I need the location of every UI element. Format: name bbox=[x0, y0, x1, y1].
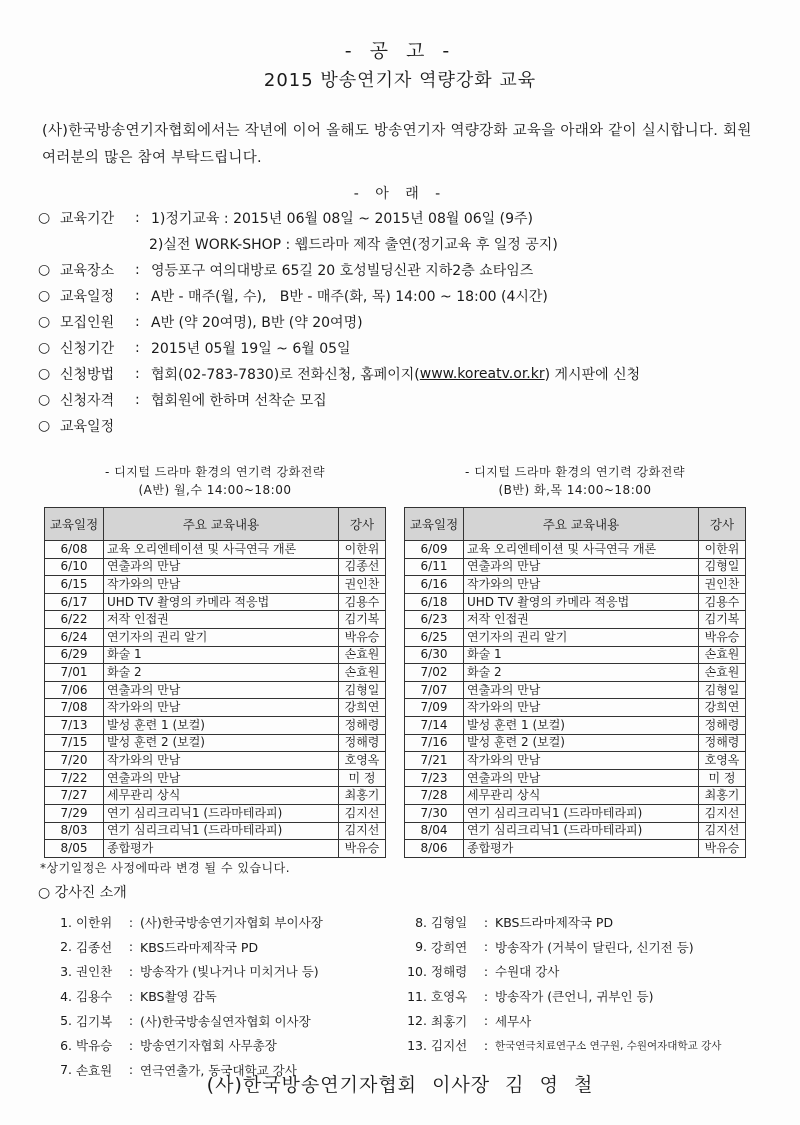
cell-content: 연출과의 만남 bbox=[464, 681, 699, 699]
table-row bbox=[45, 734, 386, 752]
detail-separator: : bbox=[135, 392, 140, 408]
homepage-link[interactable]: www.koreatv.or.kr bbox=[419, 366, 545, 382]
cell-content: UHD TV 촬영의 카메라 적응법 bbox=[104, 593, 339, 611]
cell-instructor: 박유승 bbox=[339, 628, 386, 646]
instructor-separator: : bbox=[128, 939, 134, 955]
cell-instructor: 호영옥 bbox=[699, 752, 746, 770]
detail-label: 교육일정 bbox=[60, 419, 115, 435]
cell-date: 7/20 bbox=[45, 752, 104, 770]
cell-content: 연출과의 만남 bbox=[104, 769, 339, 787]
instructor-number: 1. bbox=[60, 914, 72, 930]
detail-value: ) 게시판에 신청 bbox=[544, 367, 641, 383]
signature-line: (사)한국방송연기자협회 이사장 김 영 철 bbox=[206, 1074, 594, 1096]
table-row bbox=[405, 840, 746, 858]
cell-content: 화술 1 bbox=[104, 646, 339, 664]
instructor-separator: : bbox=[128, 914, 134, 930]
cell-date: 7/08 bbox=[45, 699, 104, 717]
cell-date: 6/11 bbox=[405, 558, 464, 576]
cell-date: 6/25 bbox=[405, 628, 464, 646]
table-caption-line: - 디지털 드라마 환경의 연기력 강화전략 bbox=[105, 465, 325, 479]
intro-paragraph: (사)한국방송연기자협회에서는 작년에 이어 올해도 방송연기자 역량강화 교육을 아래와 같이 실시합니다. 회원 여러분의 많은 참여 부탁드립니다. bbox=[42, 123, 752, 166]
circle-bullet-icon: ○ bbox=[38, 885, 51, 901]
table-row bbox=[405, 716, 746, 734]
cell-date: 6/10 bbox=[45, 558, 104, 576]
cell-instructor: 김종선 bbox=[339, 558, 386, 576]
cell-date: 7/09 bbox=[405, 699, 464, 717]
cell-date: 7/14 bbox=[405, 716, 464, 734]
schedule-table-b bbox=[404, 463, 746, 858]
instructor-item bbox=[405, 910, 721, 935]
cell-content: 연기 심리크리닉1 (드라마테라피) bbox=[104, 804, 339, 822]
instructor-desc: 방송작가 (빛나거나 미치거나 등) bbox=[140, 964, 319, 980]
cell-instructor: 강희연 bbox=[699, 699, 746, 717]
instructor-desc: 한국연극치료연구소 연구원, 수원여자대학교 강사 bbox=[495, 1039, 722, 1052]
cell-instructor: 정해령 bbox=[339, 734, 386, 752]
cell-instructor: 호영옥 bbox=[339, 752, 386, 770]
instructor-number: 7. bbox=[60, 1062, 72, 1078]
instructor-number: 3. bbox=[60, 963, 72, 979]
instructor-name: 박유승 bbox=[76, 1038, 113, 1054]
detail-separator: : bbox=[135, 210, 140, 226]
cell-instructor: 권인찬 bbox=[699, 576, 746, 594]
detail-separator: : bbox=[135, 314, 140, 330]
instructor-number: 12. bbox=[407, 1013, 427, 1029]
cell-instructor: 김형일 bbox=[699, 558, 746, 576]
cell-instructor: 김지선 bbox=[699, 804, 746, 822]
instructor-separator: : bbox=[128, 963, 134, 979]
table-row bbox=[405, 822, 746, 840]
column-header-date: 교육일정 bbox=[405, 508, 464, 541]
detail-apply-method bbox=[38, 361, 778, 387]
instructor-item bbox=[50, 959, 323, 984]
cell-date: 6/17 bbox=[45, 593, 104, 611]
cell-content: 발성 훈련 1 (보컬) bbox=[104, 716, 339, 734]
instructor-number: 6. bbox=[60, 1037, 72, 1053]
cell-content: 종합평가 bbox=[104, 840, 339, 858]
circle-bullet-icon: ○ bbox=[38, 366, 51, 382]
table-row bbox=[45, 804, 386, 822]
instructor-separator: : bbox=[128, 988, 134, 1004]
cell-instructor: 김기복 bbox=[699, 611, 746, 629]
detail-separator: : bbox=[135, 366, 140, 382]
cell-date: 6/24 bbox=[45, 628, 104, 646]
instructor-number: 5. bbox=[60, 1013, 72, 1029]
instructor-number: 9. bbox=[415, 939, 427, 955]
cell-content: 화술 2 bbox=[464, 664, 699, 682]
table-row bbox=[405, 646, 746, 664]
cell-date: 8/05 bbox=[45, 840, 104, 858]
instructor-desc: KBS촬영 감독 bbox=[140, 989, 217, 1005]
instructor-desc: 방송연기자협회 사무총장 bbox=[140, 1038, 277, 1054]
instructor-number: 8. bbox=[415, 914, 427, 930]
table-row bbox=[45, 752, 386, 770]
detail-value: 2015년 05월 19일 ~ 6월 05일 bbox=[151, 341, 351, 357]
detail-label: 신청기간 bbox=[60, 341, 115, 357]
instructors-heading-text: 강사진 소개 bbox=[54, 885, 127, 901]
table-row bbox=[405, 576, 746, 594]
cell-instructor: 최홍기 bbox=[339, 787, 386, 805]
cell-date: 7/27 bbox=[45, 787, 104, 805]
circle-bullet-icon: ○ bbox=[38, 210, 51, 226]
instructor-item bbox=[50, 1033, 323, 1058]
cell-date: 7/16 bbox=[405, 734, 464, 752]
cell-instructor: 박유승 bbox=[339, 840, 386, 858]
cell-content: 화술 2 bbox=[104, 664, 339, 682]
circle-bullet-icon: ○ bbox=[38, 418, 51, 434]
detail-place bbox=[38, 257, 778, 283]
cell-content: 작가와의 만남 bbox=[464, 699, 699, 717]
instructor-separator: : bbox=[483, 1013, 489, 1029]
instructor-name: 강희연 bbox=[431, 939, 468, 955]
circle-bullet-icon: ○ bbox=[38, 262, 51, 278]
cell-content: 교육 오리엔테이션 및 사극연극 개론 bbox=[104, 541, 339, 559]
cell-date: 7/15 bbox=[45, 734, 104, 752]
cell-date: 7/02 bbox=[405, 664, 464, 682]
instructor-separator: : bbox=[128, 1037, 134, 1053]
detail-label: 신청방법 bbox=[60, 367, 115, 383]
cell-content: 화술 1 bbox=[464, 646, 699, 664]
cell-instructor: 김지선 bbox=[339, 822, 386, 840]
cell-instructor: 미 정 bbox=[339, 769, 386, 787]
table-body bbox=[45, 541, 386, 858]
instructor-name: 권인찬 bbox=[76, 964, 113, 980]
detail-label: 모집인원 bbox=[60, 315, 115, 331]
cell-content: 종합평가 bbox=[464, 840, 699, 858]
cell-content: 작가와의 만남 bbox=[464, 752, 699, 770]
column-header-instructor: 강사 bbox=[699, 508, 746, 541]
cell-instructor: 김용수 bbox=[339, 593, 386, 611]
cell-content: 연출과의 만남 bbox=[104, 681, 339, 699]
table-row bbox=[45, 769, 386, 787]
instructor-name: 김종선 bbox=[76, 939, 113, 955]
table-row bbox=[405, 699, 746, 717]
cell-date: 7/29 bbox=[45, 804, 104, 822]
instructor-separator: : bbox=[128, 1013, 134, 1029]
instructor-name: 손효원 bbox=[76, 1062, 113, 1078]
cell-date: 7/21 bbox=[405, 752, 464, 770]
instructor-number: 2. bbox=[60, 939, 72, 955]
cell-date: 8/04 bbox=[405, 822, 464, 840]
instructor-name: 정해령 bbox=[431, 964, 468, 980]
cell-instructor: 김지선 bbox=[699, 822, 746, 840]
cell-content: 발성 훈련 1 (보컬) bbox=[464, 716, 699, 734]
cell-content: 연기자의 권리 알기 bbox=[104, 628, 339, 646]
cell-date: 6/18 bbox=[405, 593, 464, 611]
table-row bbox=[45, 822, 386, 840]
instructor-name: 김용수 bbox=[76, 989, 113, 1005]
cell-date: 8/06 bbox=[405, 840, 464, 858]
cell-date: 7/01 bbox=[45, 664, 104, 682]
cell-instructor: 강희연 bbox=[339, 699, 386, 717]
table-row bbox=[45, 576, 386, 594]
table-caption-line: - 디지털 드라마 환경의 연기력 강화전략 bbox=[465, 465, 685, 479]
cell-instructor: 김형일 bbox=[699, 681, 746, 699]
instructor-item bbox=[405, 1033, 721, 1058]
instructor-name: 이한위 bbox=[76, 915, 113, 931]
instructor-separator: : bbox=[483, 963, 489, 979]
cell-date: 7/06 bbox=[45, 681, 104, 699]
table-row bbox=[45, 787, 386, 805]
table-row bbox=[405, 804, 746, 822]
column-header-date: 교육일정 bbox=[45, 508, 104, 541]
table-row bbox=[405, 558, 746, 576]
detail-value: 영등포구 여의대방로 65길 20 호성빌딩신관 지하2층 쇼타임즈 bbox=[151, 263, 534, 279]
cell-instructor: 정해령 bbox=[339, 716, 386, 734]
cell-content: 연기 심리크리닉1 (드라마테라피) bbox=[104, 822, 339, 840]
table-row bbox=[45, 840, 386, 858]
instructor-number: 4. bbox=[60, 988, 72, 1004]
table-caption bbox=[404, 463, 746, 507]
cell-instructor: 김지선 bbox=[339, 804, 386, 822]
cell-date: 7/13 bbox=[45, 716, 104, 734]
detail-eligibility bbox=[38, 387, 778, 413]
cell-date: 6/09 bbox=[405, 541, 464, 559]
table-row bbox=[45, 611, 386, 629]
detail-schedule bbox=[38, 283, 778, 309]
cell-content: 연출과의 만남 bbox=[464, 558, 699, 576]
detail-value: 협회(02-783-7830)로 전화신청, 홈페이지( bbox=[151, 367, 420, 383]
table-row bbox=[45, 681, 386, 699]
cell-content: 연기 심리크리닉1 (드라마테라피) bbox=[464, 822, 699, 840]
cell-instructor: 김용수 bbox=[699, 593, 746, 611]
table-row bbox=[405, 541, 746, 559]
table-caption bbox=[44, 463, 386, 507]
cell-instructor: 손효원 bbox=[699, 646, 746, 664]
table-row bbox=[405, 593, 746, 611]
instructor-desc: KBS드라마제작국 PD bbox=[495, 915, 614, 931]
cell-content: 작가와의 만남 bbox=[104, 576, 339, 594]
cell-date: 7/22 bbox=[45, 769, 104, 787]
cell-instructor: 박유승 bbox=[699, 840, 746, 858]
cell-date: 6/22 bbox=[45, 611, 104, 629]
column-header-content: 주요 교육내용 bbox=[104, 508, 339, 541]
cell-date: 7/23 bbox=[405, 769, 464, 787]
circle-bullet-icon: ○ bbox=[38, 392, 51, 408]
cell-instructor: 정해령 bbox=[699, 716, 746, 734]
cell-instructor: 최홍기 bbox=[699, 787, 746, 805]
table-row bbox=[405, 752, 746, 770]
cell-content: 교육 오리엔테이션 및 사극연극 개론 bbox=[464, 541, 699, 559]
cell-content: 작가와의 만남 bbox=[464, 576, 699, 594]
instructor-desc: KBS드라마제작국 PD bbox=[140, 939, 259, 955]
table-row bbox=[405, 681, 746, 699]
cell-instructor: 손효원 bbox=[339, 646, 386, 664]
instructor-name: 최홍기 bbox=[431, 1013, 468, 1029]
table-body bbox=[405, 541, 746, 858]
instructor-separator: : bbox=[483, 1037, 489, 1053]
detail-value: 협회원에 한하며 선착순 모집 bbox=[151, 393, 327, 409]
cell-date: 8/03 bbox=[45, 822, 104, 840]
table-row bbox=[45, 664, 386, 682]
instructor-desc: (사)한국방송연기자협회 부이사장 bbox=[140, 915, 323, 931]
table-row bbox=[45, 593, 386, 611]
cell-date: 6/30 bbox=[405, 646, 464, 664]
instructor-name: 호영옥 bbox=[431, 989, 468, 1005]
detail-label: 신청자격 bbox=[60, 393, 115, 409]
cell-instructor: 손효원 bbox=[699, 664, 746, 682]
cell-content: 연기자의 권리 알기 bbox=[464, 628, 699, 646]
instructor-desc: 세무사 bbox=[495, 1013, 532, 1029]
cell-content: 작가와의 만남 bbox=[104, 752, 339, 770]
table-caption-line: (B반) 화,목 14:00~18:00 bbox=[498, 483, 652, 497]
instructor-item bbox=[405, 1008, 721, 1033]
cell-date: 6/29 bbox=[45, 646, 104, 664]
circle-bullet-icon: ○ bbox=[38, 340, 51, 356]
instructor-separator: : bbox=[128, 1062, 134, 1078]
instructor-item bbox=[50, 1008, 323, 1033]
instructor-name: 김지선 bbox=[431, 1038, 468, 1054]
table-row bbox=[45, 541, 386, 559]
instructor-list-left bbox=[50, 910, 323, 1082]
detail-value: A반 (약 20여명), B반 (약 20여명) bbox=[151, 315, 363, 331]
instructor-separator: : bbox=[483, 939, 489, 955]
table-row bbox=[45, 558, 386, 576]
column-header-content: 주요 교육내용 bbox=[464, 508, 699, 541]
detail-period-2 bbox=[38, 231, 778, 257]
cell-instructor: 정해령 bbox=[699, 734, 746, 752]
details-list bbox=[38, 205, 778, 439]
cell-content: 세무관리 상식 bbox=[464, 787, 699, 805]
cell-content: 연출과의 만남 bbox=[464, 769, 699, 787]
cell-instructor: 이한위 bbox=[699, 541, 746, 559]
detail-separator: : bbox=[135, 340, 140, 356]
instructor-item bbox=[50, 910, 323, 935]
table-row bbox=[45, 628, 386, 646]
instructor-number: 10. bbox=[407, 963, 427, 979]
schedule-table-a bbox=[44, 463, 386, 858]
instructor-number: 11. bbox=[407, 988, 427, 1004]
detail-apply-period bbox=[38, 335, 778, 361]
table-row bbox=[405, 611, 746, 629]
detail-label: 교육기간 bbox=[60, 211, 115, 227]
instructor-desc: 수원대 강사 bbox=[495, 964, 560, 980]
circle-bullet-icon: ○ bbox=[38, 314, 51, 330]
cell-content: 저작 인접권 bbox=[464, 611, 699, 629]
circle-bullet-icon: ○ bbox=[38, 288, 51, 304]
detail-label: 교육일정 bbox=[60, 289, 115, 305]
detail-value: A반 - 매주(월, 수), B반 - 매주(화, 목) 14:00 ~ 18:00 (4시간) bbox=[151, 289, 548, 305]
cell-instructor: 손효원 bbox=[339, 664, 386, 682]
cell-date: 6/15 bbox=[45, 576, 104, 594]
detail-label: 교육장소 bbox=[60, 263, 115, 279]
table-row bbox=[405, 787, 746, 805]
instructor-item bbox=[405, 935, 721, 960]
cell-content: 발성 훈련 2 (보컬) bbox=[464, 734, 699, 752]
table-row bbox=[45, 646, 386, 664]
detail-period bbox=[38, 205, 778, 231]
table-row bbox=[405, 734, 746, 752]
cell-instructor: 김형일 bbox=[339, 681, 386, 699]
detail-recruit bbox=[38, 309, 778, 335]
cell-instructor: 미 정 bbox=[699, 769, 746, 787]
detail-value: 1)정기교육 : 2015년 06월 08일 ~ 2015년 08월 06일 (9주) bbox=[151, 211, 533, 227]
detail-separator: : bbox=[135, 262, 140, 278]
cell-instructor: 이한위 bbox=[339, 541, 386, 559]
cell-content: 연출과의 만남 bbox=[104, 558, 339, 576]
table-row bbox=[405, 664, 746, 682]
cell-date: 7/07 bbox=[405, 681, 464, 699]
cell-content: 작가와의 만남 bbox=[104, 699, 339, 717]
instructor-number: 13. bbox=[407, 1037, 427, 1053]
cell-content: UHD TV 촬영의 카메라 적응법 bbox=[464, 593, 699, 611]
instructor-separator: : bbox=[483, 914, 489, 930]
instructor-desc: 방송작가 (거북이 달린다, 신기전 등) bbox=[495, 939, 694, 955]
instructor-item bbox=[50, 935, 323, 960]
cell-date: 6/08 bbox=[45, 541, 104, 559]
instructor-name: 김형일 bbox=[431, 915, 468, 931]
instructor-desc: 연극연출가, 동국대학교 강사 bbox=[140, 1062, 297, 1078]
below-heading: - 아 래 - bbox=[353, 186, 447, 202]
cell-date: 7/30 bbox=[405, 804, 464, 822]
table-row bbox=[45, 716, 386, 734]
instructor-separator: : bbox=[483, 988, 489, 1004]
announcement-label: - 공 고 - bbox=[344, 40, 456, 62]
instructor-item bbox=[405, 984, 721, 1009]
schedule-note: *상기일정은 사정에따라 변경 될 수 있습니다. bbox=[40, 861, 291, 875]
instructor-name: 김기복 bbox=[76, 1013, 113, 1029]
page-title: 2015 방송연기자 역량강화 교육 bbox=[263, 70, 537, 91]
cell-date: 7/28 bbox=[405, 787, 464, 805]
table-row bbox=[405, 628, 746, 646]
instructors-heading bbox=[38, 882, 127, 902]
cell-date: 6/16 bbox=[405, 576, 464, 594]
cell-content: 세무관리 상식 bbox=[104, 787, 339, 805]
cell-date: 6/23 bbox=[405, 611, 464, 629]
detail-separator: : bbox=[135, 288, 140, 304]
detail-course bbox=[38, 413, 778, 439]
column-header-instructor: 강사 bbox=[339, 508, 386, 541]
table-row bbox=[405, 769, 746, 787]
table-row bbox=[45, 699, 386, 717]
cell-content: 연기 심리크리닉1 (드라마테라피) bbox=[464, 804, 699, 822]
cell-instructor: 권인찬 bbox=[339, 576, 386, 594]
cell-instructor: 김기복 bbox=[339, 611, 386, 629]
cell-content: 발성 훈련 2 (보컬) bbox=[104, 734, 339, 752]
detail-value: 2)실전 WORK-SHOP : 웹드라마 제작 출연(정기교육 후 일정 공지) bbox=[149, 237, 558, 253]
instructor-item bbox=[405, 959, 721, 984]
table-caption-line: (A반) 월,수 14:00~18:00 bbox=[138, 483, 292, 497]
instructor-desc: (사)한국방송실연자협회 이사장 bbox=[140, 1013, 311, 1029]
instructor-desc: 방송작가 (큰언니, 귀부인 등) bbox=[495, 989, 654, 1005]
instructor-item bbox=[50, 984, 323, 1009]
cell-content: 저작 인접권 bbox=[104, 611, 339, 629]
instructor-list-right bbox=[405, 910, 721, 1058]
cell-instructor: 박유승 bbox=[699, 628, 746, 646]
